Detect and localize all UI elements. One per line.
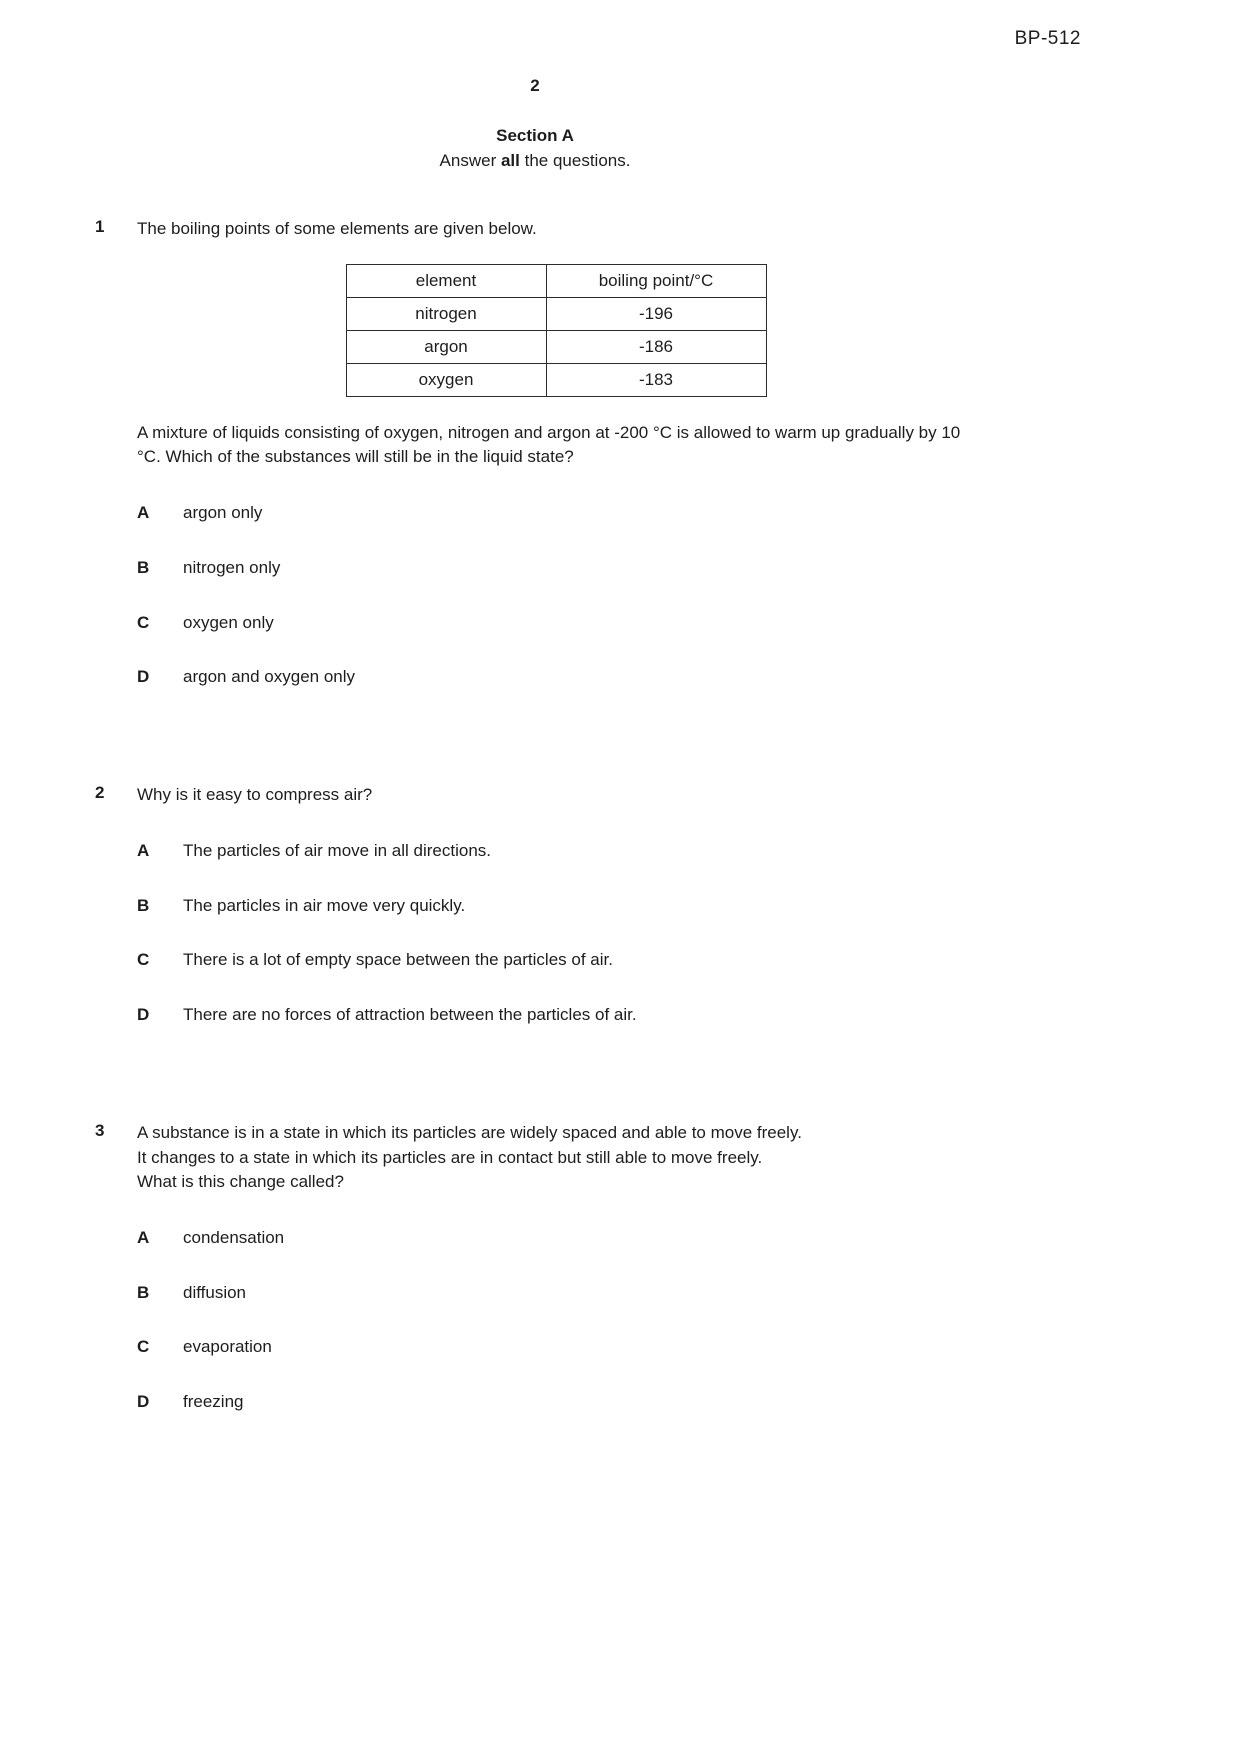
option-a	[137, 501, 975, 525]
option-letter: C	[137, 612, 150, 632]
instructions-bold: all	[500, 151, 520, 170]
question-body	[137, 1121, 975, 1414]
option-text: The particles of air move in all directions.	[183, 840, 492, 860]
option-text: argon only	[183, 502, 263, 522]
option-text: argon and oxygen only	[183, 667, 356, 687]
option-letter: D	[137, 667, 150, 687]
option-c	[137, 948, 975, 972]
table-cell-element: nitrogen	[346, 297, 546, 330]
question-intro: The boiling points of some elements are given below.	[137, 219, 537, 238]
option-letter: A	[137, 840, 150, 860]
instructions-pre: Answer	[439, 151, 501, 170]
table-row	[346, 330, 766, 363]
question-intro-line-3: What is this change called?	[137, 1172, 344, 1192]
question-intro: Why is it easy to compress air?	[137, 785, 373, 805]
option-d	[137, 1390, 975, 1414]
option-c	[137, 611, 975, 635]
question-body	[137, 783, 975, 1027]
option-letter: B	[137, 895, 150, 915]
section-instructions	[95, 151, 975, 171]
option-b	[137, 556, 975, 580]
table-header-element: element	[346, 264, 546, 297]
option-text: nitrogen only	[183, 557, 281, 577]
question-number: 3	[95, 1120, 105, 1140]
option-text: diffusion	[183, 1282, 247, 1302]
option-a	[137, 839, 975, 863]
table-header-row	[346, 264, 766, 297]
option-d	[137, 1003, 975, 1027]
question-3	[95, 1121, 975, 1414]
table-cell-element: oxygen	[346, 363, 546, 396]
question-intro-line-1: A substance is in a state in which its particles are widely spaced and able to move freely.	[137, 1122, 802, 1142]
question-stem: A mixture of liquids consisting of oxygen, nitrogen and argon at -200 °C is allowed to warm up gradually by 10 °C. Which of the substances will still be in the liquid state?	[137, 422, 961, 467]
table-row	[346, 297, 766, 330]
option-letter: C	[137, 950, 150, 970]
option-text: There are no forces of attraction between the particles of air.	[183, 1005, 637, 1025]
option-letter: A	[137, 1227, 150, 1247]
option-text: oxygen only	[183, 612, 274, 632]
option-text: evaporation	[183, 1337, 272, 1357]
option-letter: B	[137, 1282, 150, 1302]
options-list	[137, 839, 975, 1027]
option-letter: C	[137, 1337, 150, 1357]
question-1	[95, 217, 975, 689]
table-row	[346, 363, 766, 396]
option-b	[137, 894, 975, 918]
instructions-post: the questions.	[519, 151, 631, 170]
question-body	[137, 217, 975, 689]
options-list	[137, 1226, 975, 1414]
question-2	[95, 783, 975, 1027]
option-d	[137, 665, 975, 689]
table-header-boiling-point: boiling point/°C	[546, 264, 766, 297]
option-text: freezing	[183, 1392, 244, 1412]
question-number: 2	[95, 783, 105, 803]
option-text: condensation	[183, 1227, 285, 1247]
question-intro-line-2: It changes to a state in which its particles are in contact but still able to move freely.	[137, 1147, 763, 1167]
page-number: 2	[530, 76, 540, 95]
boiling-points-table	[346, 264, 767, 397]
option-a	[137, 1226, 975, 1250]
table-cell-boiling-point: -196	[546, 297, 766, 330]
options-list	[137, 501, 975, 689]
option-letter: A	[137, 502, 150, 522]
table-cell-boiling-point: -183	[546, 363, 766, 396]
option-b	[137, 1281, 975, 1305]
option-text: The particles in air move very quickly.	[183, 895, 466, 915]
option-text: There is a lot of empty space between the particles of air.	[183, 950, 613, 970]
doc-code: BP-512	[1014, 28, 1081, 49]
option-letter: D	[137, 1392, 150, 1412]
option-letter: D	[137, 1005, 150, 1025]
table-cell-boiling-point: -186	[546, 330, 766, 363]
option-c	[137, 1335, 975, 1359]
option-letter: B	[137, 557, 150, 577]
question-number: 1	[95, 217, 105, 236]
section-title: Section A	[496, 126, 574, 145]
table-cell-element: argon	[346, 330, 546, 363]
